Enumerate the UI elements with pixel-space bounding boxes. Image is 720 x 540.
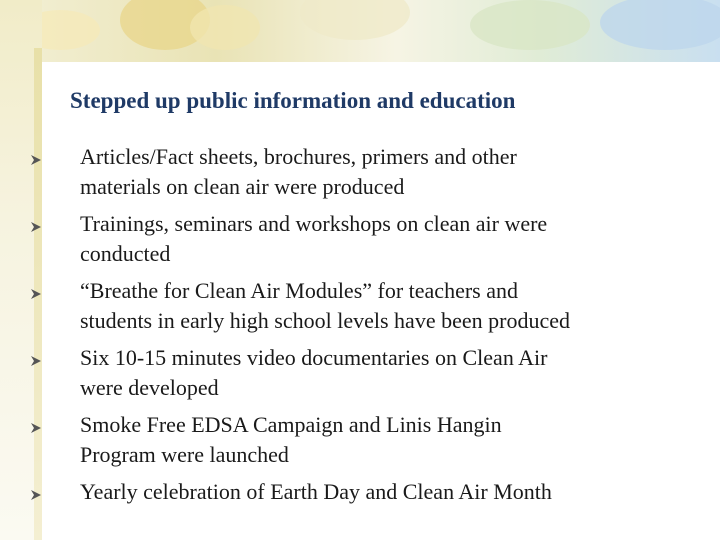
arrow-bullet-icon — [30, 355, 42, 367]
arrow-bullet-icon — [30, 221, 42, 233]
bullet-line-2: materials on clean air were produced — [80, 174, 405, 199]
decorative-leaf-banner — [0, 0, 720, 62]
bullet-line-1: “Breathe for Clean Air Modules” for teachers and — [80, 278, 518, 303]
slide-title: Stepped up public information and education — [70, 88, 516, 113]
arrow-bullet-icon — [30, 422, 42, 434]
bullet-line-2: were developed — [80, 375, 219, 400]
bullet-line-1: Trainings, seminars and workshops on clean air were — [80, 211, 548, 236]
bullet-line-1: Smoke Free EDSA Campaign and Linis Hangin — [80, 412, 502, 437]
bullet-line-2: Program were launched — [80, 442, 289, 467]
arrow-bullet-icon — [30, 154, 42, 166]
arrow-bullet-icon — [30, 288, 42, 300]
bullet-line-2: students in early high school levels have been produced — [80, 308, 570, 333]
arrow-bullet-icon — [30, 489, 42, 501]
decorative-left-frame — [0, 0, 42, 540]
bullet-line-1: Yearly celebration of Earth Day and Clean Air Month — [80, 479, 552, 504]
bullet-line-1: Articles/Fact sheets, brochures, primers and other — [80, 144, 517, 169]
bullet-line-1: Six 10-15 minutes video documentaries on Clean Air — [80, 345, 548, 370]
bullet-line-2: conducted — [80, 241, 171, 266]
